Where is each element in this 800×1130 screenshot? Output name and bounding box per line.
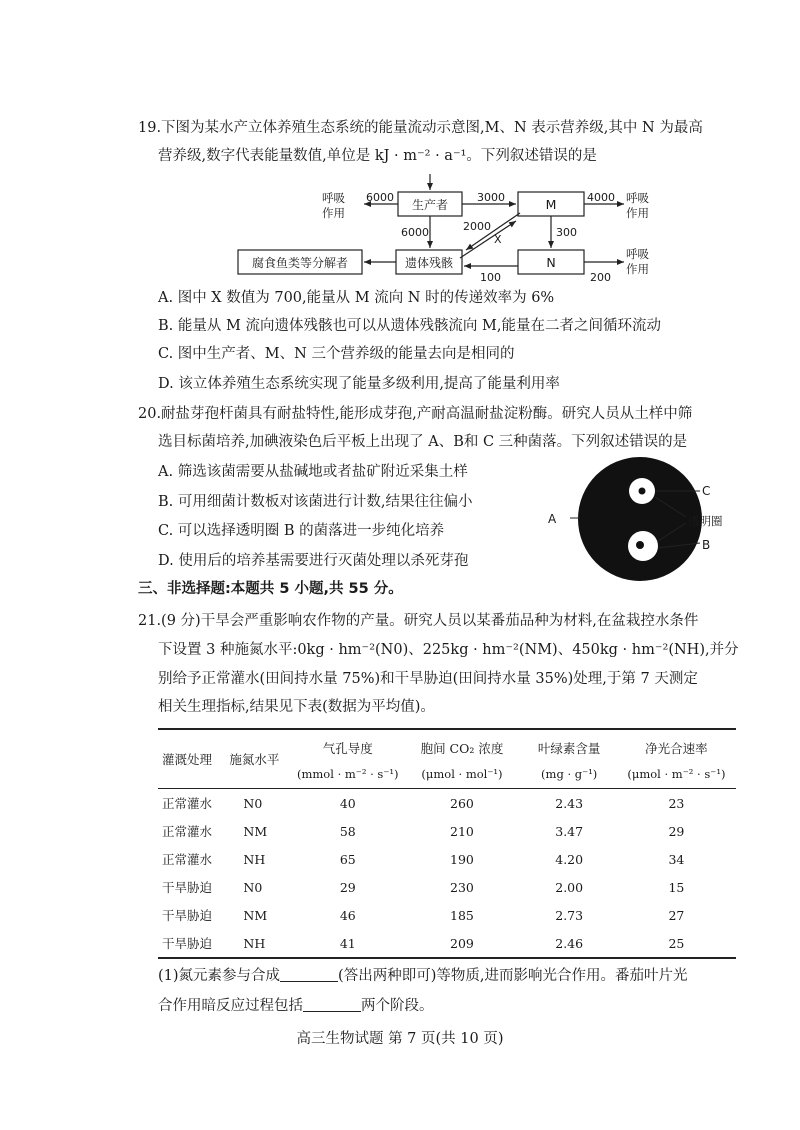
- value-4000: 4000: [587, 191, 615, 204]
- table-row: [158, 789, 736, 818]
- cell-irrigation: 干旱胁迫: [162, 908, 213, 923]
- cell-stomatal: 58: [339, 823, 356, 839]
- q21-sub1-line2: [158, 996, 434, 1016]
- cell-irrigation: 正常灌水: [162, 796, 213, 811]
- left-resp-label-2: 作用: [322, 206, 345, 220]
- page-footer: 高三生物试题 第 7 页(共 10 页): [296, 1031, 504, 1047]
- cell-photosynthesis: 29: [668, 823, 685, 839]
- cell-nitrogen: NH: [243, 851, 266, 867]
- q21-stem-line2: 下设置 3 种施氮水平:0kg · hm⁻²(N0)、225kg · hm⁻²(NM)、450kg · hm⁻²(NH),并分: [158, 642, 739, 658]
- cell-photosynthesis: 25: [617, 929, 736, 958]
- n-resp-label-1: 呼吸: [626, 247, 649, 261]
- cell-chlorophyll: 2.46: [522, 929, 617, 958]
- table-row: [158, 929, 736, 958]
- energy-flow-diagram: [0, 0, 800, 290]
- q21-sub1-text-d: 两个阶段。: [361, 998, 434, 1014]
- unit-photosynthesis: (μmol · m⁻² · s⁻¹): [627, 767, 726, 781]
- unit-stomatal: (mmol · m⁻² · s⁻¹): [297, 767, 399, 781]
- decomposer-label: 腐食鱼类等分解者: [251, 256, 349, 270]
- cell-nitrogen: NM: [243, 823, 268, 839]
- table-row: [158, 873, 736, 901]
- value-6000-resp: 6000: [366, 191, 394, 204]
- cell-co2: 260: [450, 795, 474, 811]
- cell-irrigation: 正常灌水: [162, 852, 213, 867]
- n-resp-label-2: 作用: [626, 262, 649, 276]
- m-resp-label-1: 呼吸: [626, 191, 649, 205]
- header-photosynthesis: 净光合速率: [617, 729, 736, 760]
- cell-photosynthesis: 15: [668, 879, 685, 895]
- q19-stem-line1: 19.下图为某水产立体养殖生态系统的能量流动示意图,M、N 表示营养级,其中 N 为最高: [138, 120, 703, 136]
- cell-co2: 185: [450, 907, 474, 923]
- left-resp-label-1: 呼吸: [322, 191, 345, 205]
- colony-c: [639, 488, 646, 495]
- q19-stem-line2: 营养级,数字代表能量数值,单位是 kJ · m⁻² · a⁻¹。下列叙述错误的是: [158, 148, 597, 164]
- m-label: M: [545, 197, 557, 212]
- culture-plate: [578, 457, 702, 581]
- cell-stomatal: 41: [293, 929, 402, 958]
- value-6000-down: 6000: [401, 226, 429, 239]
- q20-option-d: D. 使用后的培养基需要进行灭菌处理以杀死芽孢: [158, 553, 469, 569]
- header-stomatal: 气孔导度: [293, 729, 402, 760]
- q19-option-a: A. 图中 X 数值为 700,能量从 M 流向 N 时的传递效率为 6%: [158, 290, 555, 306]
- q20-option-c: C. 可以选择透明圈 B 的菌落进一步纯化培养: [158, 523, 445, 539]
- q20-stem-line1: 20.耐盐芽孢杆菌具有耐盐特性,能形成芽孢,产耐高温耐盐淀粉酶。研究人员从土样中筛: [138, 406, 693, 422]
- q19-option-d: D. 该立体养殖生态系统实现了能量多级利用,提高了能量利用率: [158, 376, 560, 392]
- plate-label-b: B: [702, 538, 711, 552]
- answer-blank-1[interactable]: [280, 967, 338, 982]
- cell-nitrogen: N0: [243, 795, 263, 811]
- table-row: [158, 845, 736, 873]
- cell-chlorophyll: 2.00: [555, 879, 584, 895]
- producer-label: 生产者: [411, 198, 449, 212]
- cell-irrigation: 干旱胁迫: [162, 880, 213, 895]
- value-200: 200: [590, 271, 611, 284]
- q20-option-a: A. 筛选该菌需要从盐碱地或者盐矿附近采集土样: [158, 464, 468, 480]
- cell-nitrogen: NM: [243, 907, 268, 923]
- cell-photosynthesis: 27: [668, 907, 685, 923]
- colony-b: [636, 541, 644, 549]
- cell-irrigation: 干旱胁迫: [158, 929, 229, 958]
- remains-label: 遗体残骸: [404, 256, 454, 270]
- n-label: N: [546, 255, 556, 270]
- cell-photosynthesis: 34: [668, 851, 685, 867]
- cell-nitrogen: NH: [229, 929, 293, 958]
- value-100: 100: [480, 271, 501, 284]
- header-irrigation: 灌溉处理: [158, 729, 229, 789]
- value-300: 300: [556, 226, 577, 239]
- cell-co2: 210: [450, 823, 474, 839]
- header-chlorophyll: 叶绿素含量: [522, 729, 617, 760]
- q21-sub1-text-a: (1)氮元素参与合成: [158, 968, 281, 984]
- plate-label-a: A: [548, 512, 557, 526]
- q21-stem-line1: 21.(9 分)干旱会严重影响农作物的产量。研究人员以某番茄品种为材料,在盆栽控水条件: [138, 613, 699, 629]
- cell-photosynthesis: 23: [668, 795, 685, 811]
- cell-stomatal: 29: [339, 879, 356, 895]
- cell-co2: 209: [402, 929, 521, 958]
- cell-stomatal: 65: [339, 851, 356, 867]
- value-3000: 3000: [477, 191, 505, 204]
- table-row: [158, 817, 736, 845]
- q20-stem-line2: 选目标菌培养,加碘液染色后平板上出现了 A、B和 C 三种菌落。下列叙述错误的是: [158, 434, 688, 450]
- q19-option-b: B. 能量从 M 流向遗体残骸也可以从遗体残骸流向 M,能量在二者之间循环流动: [158, 318, 662, 334]
- results-table: [158, 728, 736, 959]
- header-co2: 胞间 CO₂ 浓度: [402, 729, 521, 760]
- value-2000: 2000: [463, 220, 491, 233]
- value-x: X: [494, 233, 502, 246]
- table-row: [158, 901, 736, 929]
- cell-co2: 230: [450, 879, 474, 895]
- plate-label-c: C: [702, 484, 711, 498]
- header-nitrogen: 施氮水平: [229, 729, 293, 789]
- q21-stem-line3: 别给予正常灌水(田间持水量 75%)和干旱胁迫(田间持水量 35%)处理,于第 7 天测定: [158, 671, 698, 687]
- cell-nitrogen: N0: [243, 879, 263, 895]
- cell-irrigation: 正常灌水: [162, 824, 213, 839]
- q21-sub1-line1: [158, 966, 687, 986]
- answer-blank-2[interactable]: [303, 997, 361, 1012]
- cell-chlorophyll: 3.47: [555, 823, 584, 839]
- cell-chlorophyll: 2.73: [555, 907, 584, 923]
- cell-chlorophyll: 4.20: [555, 851, 584, 867]
- plate-label-ring: 透明圈: [688, 514, 723, 528]
- cell-co2: 190: [450, 851, 474, 867]
- unit-chlorophyll: (mg · g⁻¹): [541, 767, 598, 781]
- q21-sub1-text-c: 合作用暗反应过程包括: [158, 998, 303, 1014]
- section-3-heading: 三、非选择题:本题共 5 小题,共 55 分。: [138, 581, 403, 597]
- m-resp-label-2: 作用: [626, 206, 649, 220]
- q21-stem-line4: 相关生理指标,结果见下表(数据为平均值)。: [158, 699, 435, 715]
- cell-chlorophyll: 2.43: [555, 795, 584, 811]
- cell-stomatal: 46: [339, 907, 356, 923]
- q20-option-b: B. 可用细菌计数板对该菌进行计数,结果往往偏小: [158, 494, 473, 510]
- cell-stomatal: 40: [339, 795, 356, 811]
- petri-plate-figure: [540, 455, 740, 590]
- unit-co2: (μmol · mol⁻¹): [421, 767, 503, 781]
- q19-option-c: C. 图中生产者、M、N 三个营养级的能量去向是相同的: [158, 346, 515, 362]
- q21-sub1-text-b: (答出两种即可)等物质,进而影响光合作用。番茄叶片光: [338, 968, 688, 984]
